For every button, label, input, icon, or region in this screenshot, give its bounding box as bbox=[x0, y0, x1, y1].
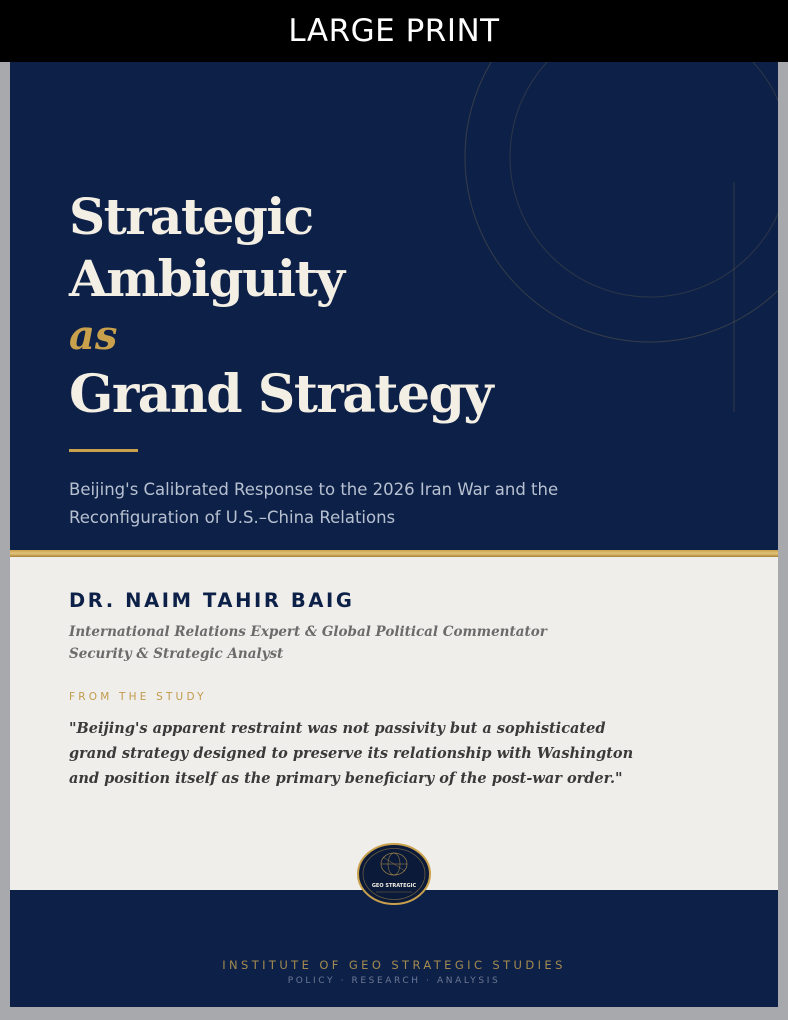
cover-top-panel bbox=[10, 62, 778, 552]
study-label: FROM THE STUDY bbox=[69, 691, 207, 703]
author-role-1: International Relations Expert & Global Political Commentator bbox=[69, 624, 547, 640]
title-line-2: Ambiguity bbox=[69, 249, 344, 308]
large-print-banner bbox=[0, 0, 788, 62]
subtitle bbox=[69, 476, 709, 532]
quote-line-1: "Beijing's apparent restraint was not passivity but a sophisticated bbox=[69, 720, 606, 737]
institute-tagline: POLICY · RESEARCH · ANALYSIS bbox=[287, 976, 501, 986]
gold-band bbox=[10, 550, 778, 557]
quote-line-3: and position itself as the primary beneficiary of the post-war order." bbox=[69, 770, 623, 787]
institute-seal-logo bbox=[356, 842, 432, 906]
institute-name: INSTITUTE OF GEO STRATEGIC STUDIES bbox=[222, 958, 566, 972]
title-line-3: Grand Strategy bbox=[69, 364, 493, 425]
author-role-2: Security & Strategic Analyst bbox=[69, 646, 284, 662]
quote-line-2: grand strategy designed to preserve its relationship with Washington bbox=[69, 745, 634, 762]
title-line-1: Strategic bbox=[69, 187, 313, 246]
title-connector: as bbox=[69, 312, 118, 359]
subtitle-line-2: Reconfiguration of U.S.–China Relations bbox=[69, 508, 396, 527]
title-divider bbox=[69, 449, 138, 452]
author-name: DR. NAIM TAHIR BAIG bbox=[69, 589, 355, 612]
book-cover bbox=[10, 62, 778, 1007]
cover-bottom-panel bbox=[10, 890, 778, 1007]
study-quote bbox=[69, 716, 719, 791]
seal-text: GEO STRATEGIC bbox=[371, 883, 417, 889]
subtitle-line-1: Beijing's Calibrated Response to the 2026 Iran War and the bbox=[69, 480, 559, 499]
banner-label: LARGE PRINT bbox=[288, 13, 500, 49]
